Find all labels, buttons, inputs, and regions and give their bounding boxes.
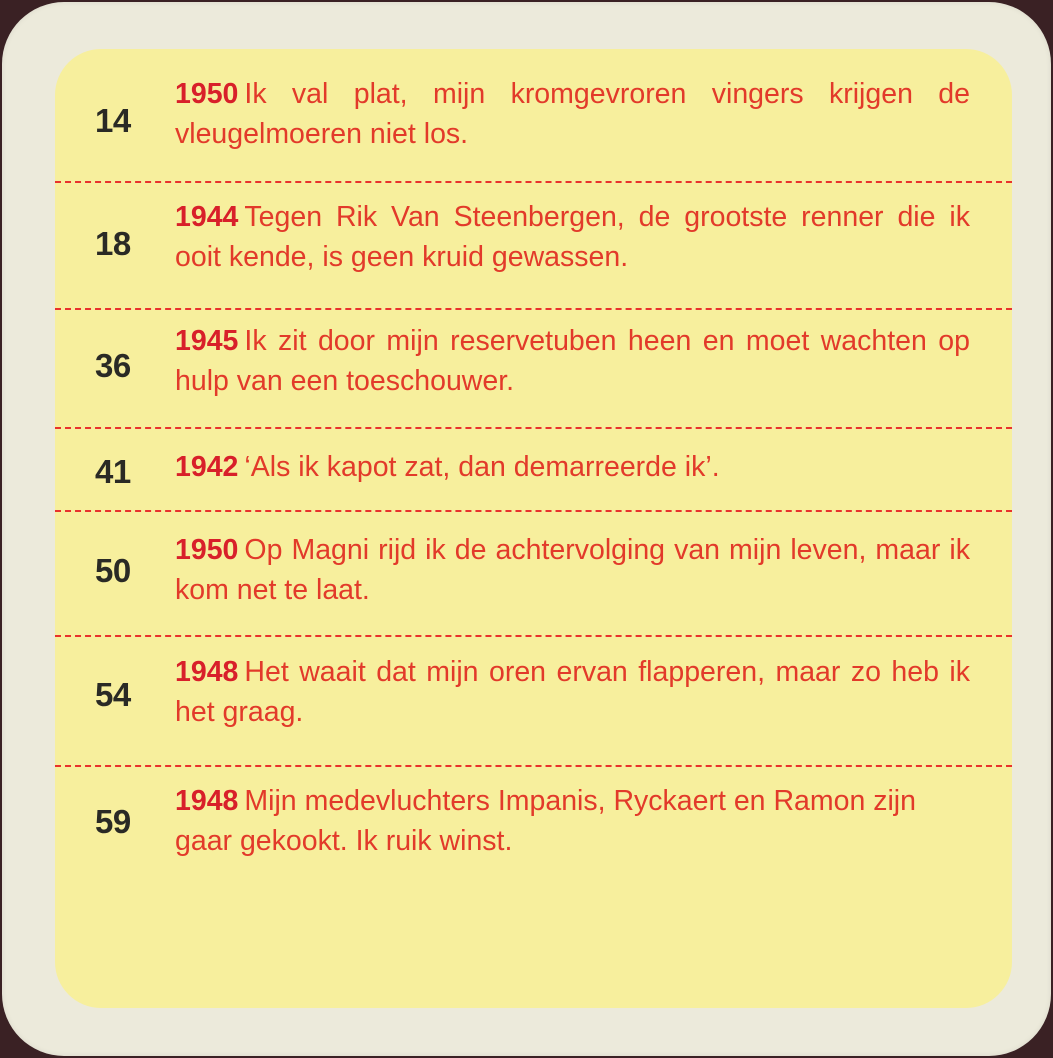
dashed-divider	[55, 308, 1012, 310]
entry-description: Ik zit door mijn reservetuben heen en moet wachten op hulp van een toeschouwer.	[175, 325, 970, 397]
entry-text	[175, 197, 970, 277]
entry-number: 50	[95, 552, 131, 589]
text-panel	[55, 49, 1012, 1008]
entry-description: Op Magni rijd ik de achtervolging van mijn leven, maar ik kom net te laat.	[175, 534, 970, 606]
entry-number: 54	[95, 676, 131, 713]
entry-year: 1950	[175, 534, 239, 566]
entry-text	[175, 74, 970, 154]
entry-description: ‘Als ik kapot zat, dan demarreerde ik’.	[244, 451, 720, 483]
entry-description: Het waait dat mijn oren ervan flapperen, maar zo heb ik het graag.	[175, 656, 970, 728]
beer-coaster	[2, 2, 1051, 1056]
entry-number: 36	[95, 347, 131, 384]
dashed-divider	[55, 765, 1012, 767]
entry-year: 1950	[175, 78, 239, 110]
entry-number: 18	[95, 225, 131, 262]
entry-year: 1945	[175, 325, 239, 357]
entry-number: 14	[95, 102, 131, 139]
entry-year: 1942	[175, 451, 239, 483]
dashed-divider	[55, 635, 1012, 637]
entry-year: 1948	[175, 656, 239, 688]
dashed-divider	[55, 427, 1012, 429]
entry-text	[175, 321, 970, 401]
dashed-divider	[55, 510, 1012, 512]
entry-number: 41	[95, 453, 131, 490]
entry-text	[175, 530, 970, 610]
entry-text	[175, 447, 970, 487]
entry-description: Tegen Rik Van Steenbergen, de grootste renner die ik ooit kende, is geen kruid gewassen.	[175, 201, 970, 273]
entry-year: 1944	[175, 201, 239, 233]
entry-year: 1948	[175, 785, 239, 817]
entry-number: 59	[95, 803, 131, 840]
entry-description: Ik val plat, mijn kromgevroren vingers krijgen de vleugelmoeren niet los.	[175, 78, 970, 150]
entry-text	[175, 781, 970, 861]
entry-description: Mijn medevluchters Impanis, Ryckaert en Ramon zijn gaar gekookt. Ik ruik winst.	[175, 785, 916, 857]
dashed-divider	[55, 181, 1012, 183]
entry-text	[175, 652, 970, 732]
